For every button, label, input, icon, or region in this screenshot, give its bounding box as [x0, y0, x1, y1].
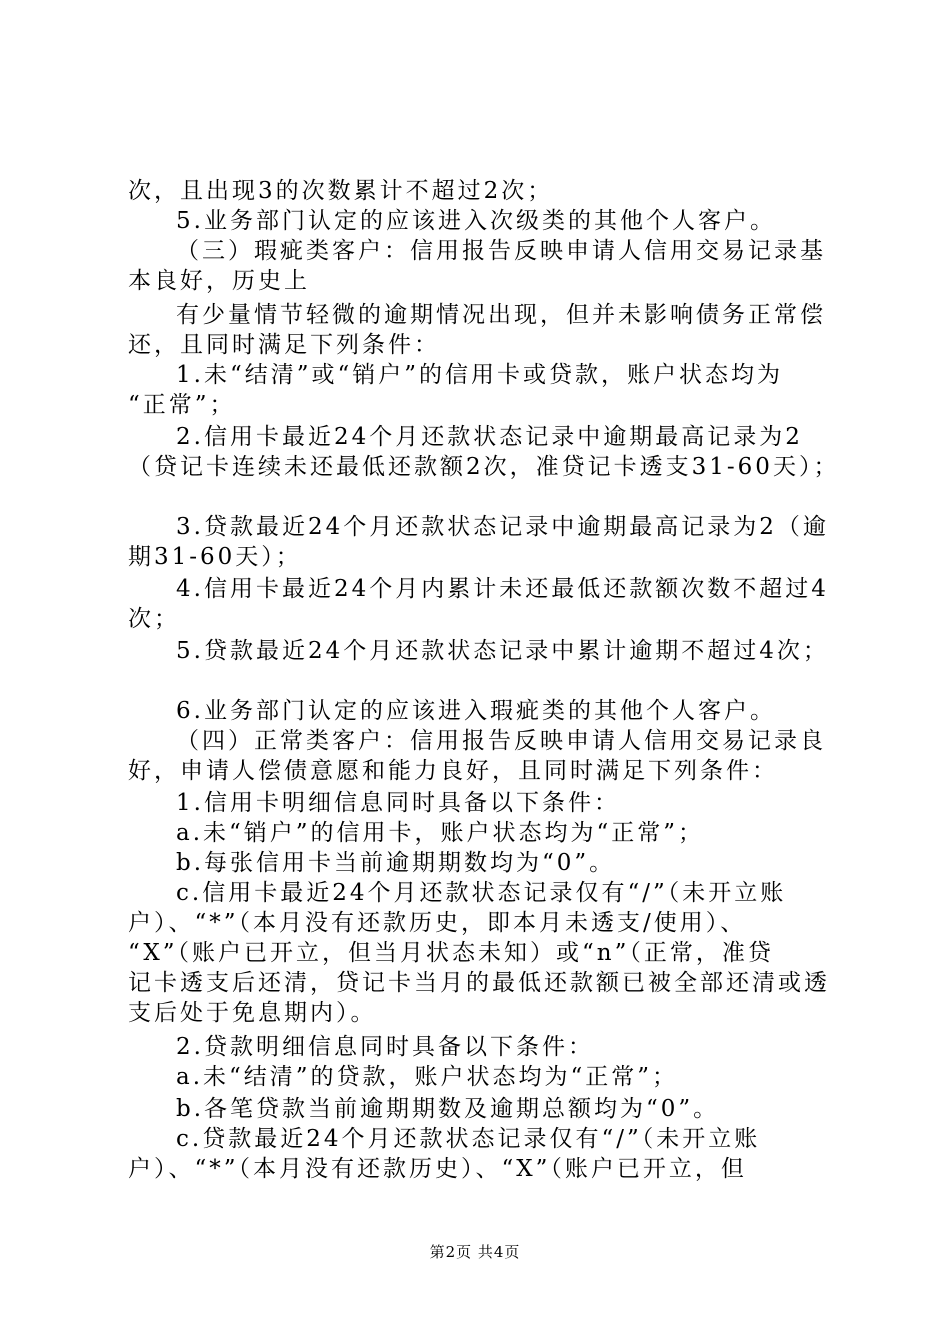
- body-line: 好，申请人偿债意愿和能力良好，且同时满足下列条件：: [128, 758, 778, 784]
- body-line: “正常”；: [128, 392, 236, 418]
- body-line: 户）、“*”（本月没有还款历史）、“X”（账户已开立，但: [128, 1156, 747, 1182]
- body-line: a.未“结清”的贷款，账户状态均为“正常”；: [176, 1064, 679, 1090]
- body-line: 次，且出现3的次数累计不超过2次；: [128, 178, 554, 204]
- body-line: “X”（账户已开立，但当月状态未知）或“n”（正常，准贷: [128, 940, 774, 966]
- body-line: c.贷款最近24个月还款状态记录仅有“/”（未开立账: [176, 1126, 761, 1152]
- body-line: 次；: [128, 606, 180, 632]
- body-line: 2.贷款明细信息同时具备以下条件：: [176, 1034, 594, 1060]
- body-line: b.各笔贷款当前逾期期数及逾期总额均为“0”。: [176, 1096, 720, 1122]
- section-heading-line: （三）瑕疵类客户：信用报告反映申请人信用交易记录基: [176, 238, 826, 264]
- body-line: 5.贷款最近24个月还款状态记录中累计逾期不超过4次；: [176, 638, 829, 664]
- body-line: 有少量情节轻微的逾期情况出现，但并未影响债务正常偿: [176, 302, 826, 328]
- body-line: a.未“销户”的信用卡，账户状态均为“正常”；: [176, 820, 705, 846]
- section-heading-line: （四）正常类客户：信用报告反映申请人信用交易记录良: [176, 728, 826, 754]
- body-line: c.信用卡最近24个月还款状态记录仅有“/”（未开立账: [176, 880, 787, 906]
- body-line: 支后处于免息期内）。: [128, 1000, 377, 1026]
- body-line: 4.信用卡最近24个月内累计未还最低还款额次数不超过4: [176, 576, 829, 602]
- body-line: 记卡透支后还清，贷记卡当月的最低还款额已被全部还清或透: [128, 970, 830, 996]
- body-line: 3.贷款最近24个月还款状态记录中逾期最高记录为2（逾: [176, 514, 829, 540]
- body-line: 1.信用卡明细信息同时具备以下条件：: [176, 790, 620, 816]
- body-line: b.每张信用卡当前逾期期数均为“0”。: [176, 850, 616, 876]
- body-line: 1.未“结清”或“销户”的信用卡或贷款，账户状态均为: [176, 362, 783, 388]
- page-number-footer: 第2页 共4页: [429, 1243, 521, 1261]
- body-line: 期31-60天）；: [128, 544, 302, 570]
- body-line: 还，且同时满足下列条件：: [128, 332, 440, 358]
- body-line: 2.信用卡最近24个月还款状态记录中逾期最高记录为2: [176, 424, 803, 450]
- body-line: （贷记卡连续未还最低还款额2次，准贷记卡透支31-60天）；: [128, 454, 840, 480]
- body-line: 5.业务部门认定的应该进入次级类的其他个人客户。: [176, 208, 776, 234]
- body-line: 本良好，历史上: [128, 268, 310, 294]
- body-line: 6.业务部门认定的应该进入瑕疵类的其他个人客户。: [176, 698, 776, 724]
- body-line: 户）、“*”（本月没有还款历史，即本月未透支/使用）、: [128, 910, 747, 936]
